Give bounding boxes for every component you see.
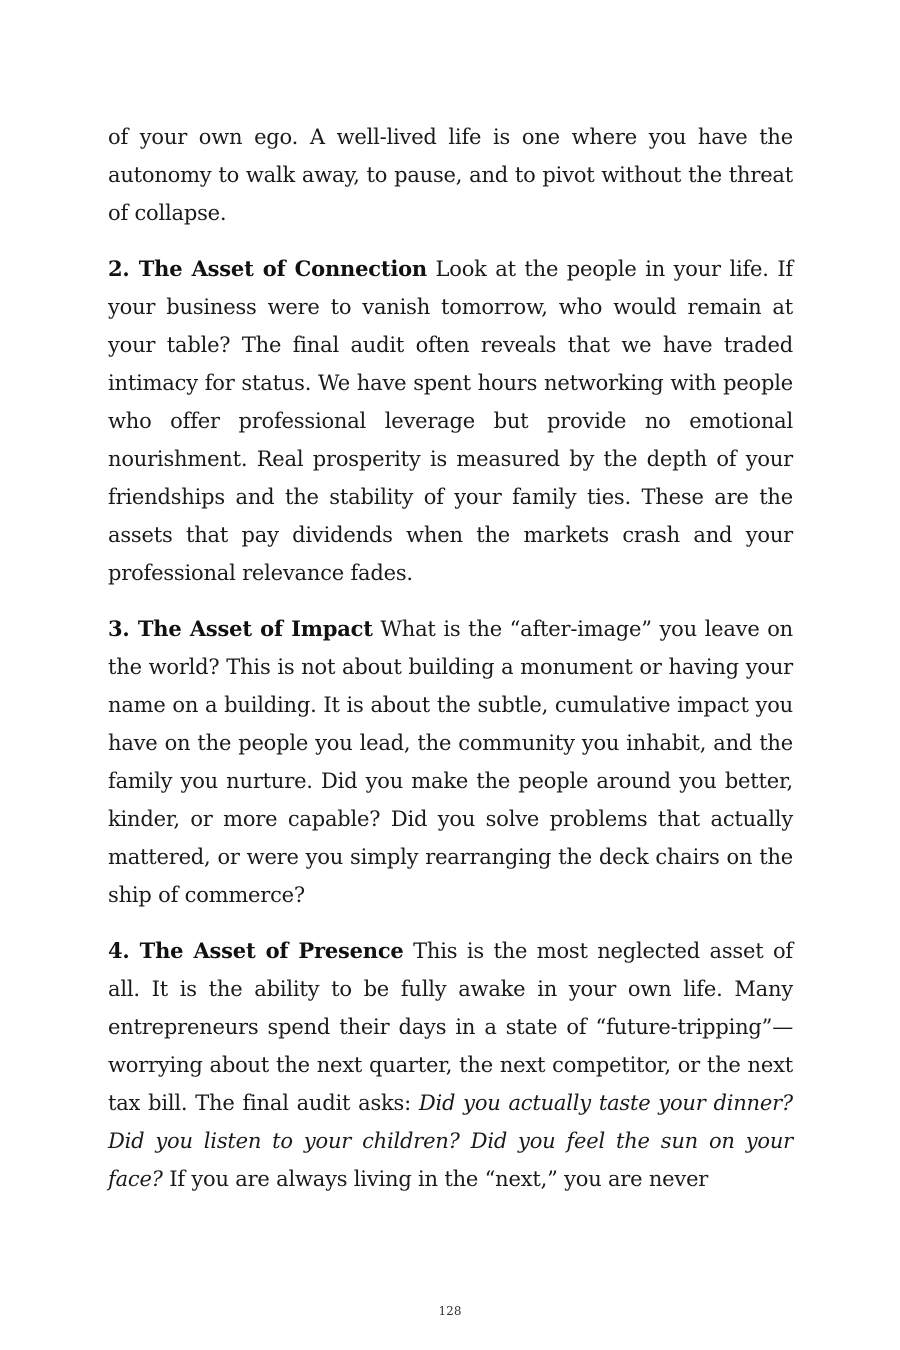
paragraph-asset-presence [108,932,793,1198]
body-asset-presence-italic: Did you actually taste your dinner? Did you listen to your children? Did you feel the sun on your face? [108,1091,793,1191]
body-asset-impact: What is the “after-image” you leave on the world? This is not about building a monument or having your name on a building. It is about the subtle, cumulative impact you have on the people you lead, the community you inhabit, and the family you nurture. Did you make the people around you better, kinder, or more capable? Did you solve problems that actually mattered, or were you simply rearranging the deck chairs on the ship of commerce? [108,617,793,907]
paragraph-intro-end: of your own ego. A well-lived life is one where you have the autonomy to walk away, to pause, and to pivot without the threat of collapse. [108,125,793,225]
body-asset-presence-start: This is the most neglected asset of all. It is the ability to be fully awake in your own life. Many entrepreneurs spend their days in a state of “future-tripping”—worrying about the next quarter, the next competitor, or the next tax bill. The final audit asks: [108,939,793,1115]
page-body [108,118,793,1216]
heading-asset-presence: 4. The Asset of Presence [108,938,404,963]
page-number: 128 [438,1304,462,1318]
paragraph-asset-connection [108,250,793,592]
body-asset-connection: Look at the people in your life. If your business were to vanish tomorrow, who would remain at your table? The final audit often reveals that we have traded intimacy for status. We have spent hours networking with people who offer professional leverage but provide no emotional nourishment. Real prosperity is measured by the depth of your friendships and the stability of your family ties. These are the assets that pay dividends when the markets crash and your professional relevance fades. [108,257,793,585]
heading-asset-connection: 2. The Asset of Connection [108,256,427,281]
body-asset-presence-end: If you are always living in the “next,” you are never [162,1167,709,1191]
heading-asset-impact: 3. The Asset of Impact [108,616,373,641]
paragraph-asset-impact [108,610,793,914]
